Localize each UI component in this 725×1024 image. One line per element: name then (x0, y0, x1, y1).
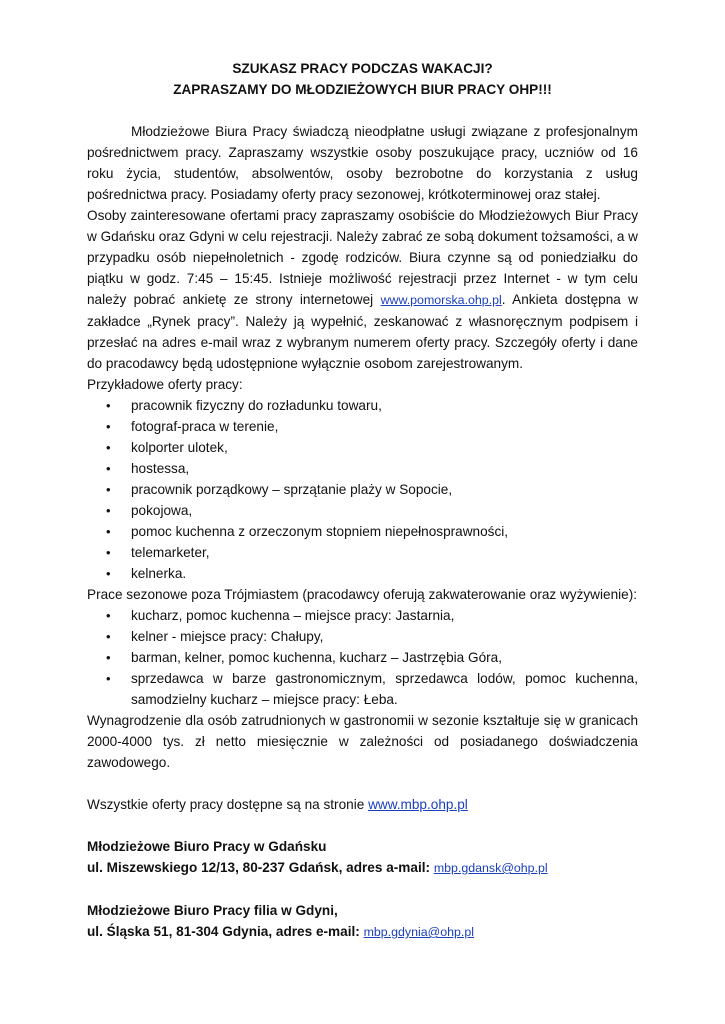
bullet-icon: • (106, 524, 111, 539)
spacer (87, 100, 638, 121)
list-item: • kucharz, pomoc kuchenna – miejsce pracy: Jastarnia, (87, 605, 638, 626)
title-line-2: ZAPRASZAMY DO MŁODZIEŻOWYCH BIUR PRACY OHP!!! (173, 82, 552, 97)
bullet-icon: • (106, 419, 111, 434)
gdynia-office-name: Młodzieżowe Biuro Pracy filia w Gdyni, (87, 903, 338, 918)
mbp-link[interactable]: www.mbp.ohp.pl (368, 797, 468, 812)
gdynia-email-link[interactable]: mbp.gdynia@ohp.pl (363, 925, 474, 939)
bullet-icon: • (106, 482, 111, 497)
list-item: • barman, kelner, pomoc kuchenna, kucharz – Jastrzębia Góra, (87, 647, 638, 668)
spacer (87, 815, 638, 836)
bullet-icon: • (106, 545, 111, 560)
list-item: • pokojowa, (87, 500, 638, 521)
gdansk-email-link[interactable]: mbp.gdansk@ohp.pl (433, 861, 548, 875)
list-item: • pracownik fizyczny do rozładunku towaru, (87, 395, 638, 416)
list-item: • kolporter ulotek, (87, 437, 638, 458)
title-line-1: SZUKASZ PRACY PODCZAS WAKACJI? (232, 61, 493, 76)
spacer (87, 773, 638, 794)
registration-text-2: . Ankieta dostępna w zakładce „Rynek pracy”. Należy ją wypełnić, zeskanować z własnoręcznym podpisem i przesłać na adres e-mail wraz z wybranym numerem oferty pracy. Szczegóły oferty i dane do pracodawcy będą udostępnione wyłącznie osobom zarejestrowanym. (87, 292, 638, 371)
bullet-icon: • (106, 608, 111, 623)
salary-paragraph: Wynagrodzenie dla osób zatrudnionych w gastronomii w sezonie kształtuje się w granicach 2000-4000 tys. zł netto miesięcznie w zależności od posiadanego doświadczenia zawodowego. (87, 713, 638, 770)
pomorska-link[interactable]: www.pomorska.ohp.pl (380, 293, 502, 307)
bullet-icon: • (106, 566, 111, 581)
bullet-icon: • (106, 503, 111, 518)
examples-heading: Przykładowe oferty pracy: (87, 377, 243, 392)
bullet-icon: • (106, 461, 111, 476)
list-item: • kelner - miejsce pracy: Chałupy, (87, 626, 638, 647)
gdansk-office-address: ul. Miszewskiego 12/13, 80-237 Gdańsk, adres a-mail: mbp.gdansk@ohp.pl (87, 860, 548, 875)
list-item: • fotograf-praca w terenie, (87, 416, 638, 437)
intro-paragraph: Młodzieżowe Biura Pracy świadczą nieodpłatne usługi związane z profesjonalnym pośrednictwem pracy. Zapraszamy wszystkie osoby poszukujące pracy, uczniów od 16 roku życia, studentów, absolwentów, osoby bezrobotne do korzystania z usług pośrednictwa pracy. Posiadamy oferty pracy sezonowej, krótkoterminowej oraz stałej. (87, 124, 638, 202)
registration-text-1: Osoby zainteresowane ofertami pracy zapraszamy osobiście do Młodzieżowych Biur Pracy w Gdańsku oraz Gdyni w celu rejestracji. Należy zabrać ze sobą dokument tożsamości, a w przypadku osób niepełnoletnich - zgodę rodziców. Biura czynne są od poniedziałku do piątku w godz. 7:45 – 15:45. Istnieje możliwość rejestracji przez Internet - w tym celu należy pobrać ankietę ze strony internetowej (87, 208, 638, 307)
list-item: • sprzedawca w barze gastronomicznym, sprzedawca lodów, pomoc kuchenna, samodzielny kucharz – miejsce pracy: Łeba. (87, 668, 638, 710)
bullet-icon: • (106, 398, 111, 413)
gdynia-office-address: ul. Śląska 51, 81-304 Gdynia, adres e-mail: mbp.gdynia@ohp.pl (87, 924, 474, 939)
seasonal-list (87, 605, 638, 710)
list-item: • kelnerka. (87, 563, 638, 584)
bullet-icon: • (106, 629, 111, 644)
spacer (87, 879, 638, 900)
bullet-icon: • (106, 650, 111, 665)
examples-list (87, 395, 638, 584)
bullet-icon: • (106, 440, 111, 455)
list-item: • telemarketer, (87, 542, 638, 563)
gdansk-office-name: Młodzieżowe Biuro Pracy w Gdańsku (87, 839, 327, 854)
list-item: • pomoc kuchenna z orzeczonym stopniem niepełnosprawności, (87, 521, 638, 542)
list-item: • hostessa, (87, 458, 638, 479)
document-page (87, 58, 638, 943)
all-offers-line: Wszystkie oferty pracy dostępne są na stronie www.mbp.ohp.pl (87, 797, 468, 812)
seasonal-heading: Prace sezonowe poza Trójmiastem (pracodawcy oferują zakwaterowanie oraz wyżywienie): (87, 587, 638, 602)
list-item: • pracownik porządkowy – sprzątanie plaży w Sopocie, (87, 479, 638, 500)
bullet-icon: • (106, 671, 111, 686)
registration-paragraph (87, 205, 638, 374)
